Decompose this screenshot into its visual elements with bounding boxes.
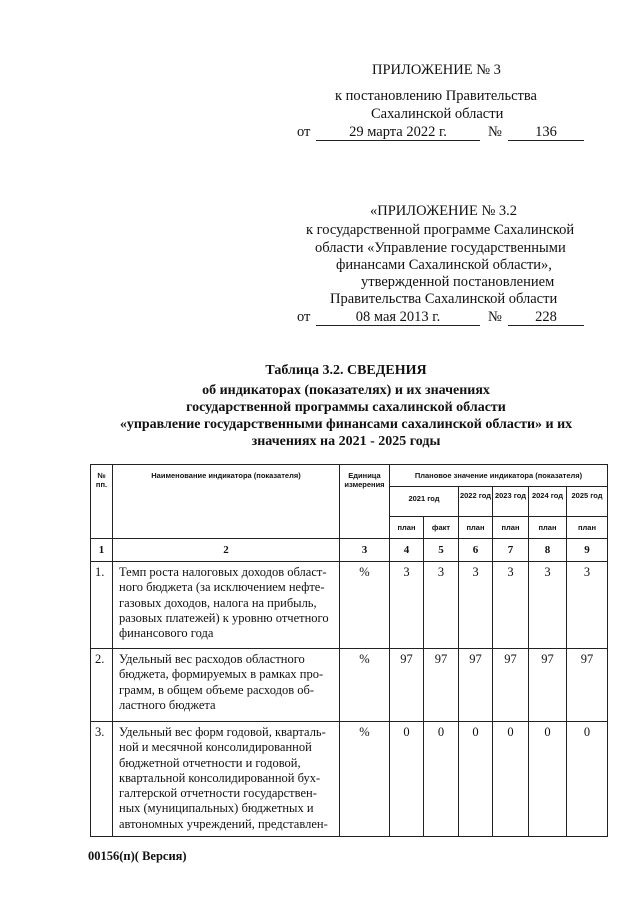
row-value: 0 — [567, 722, 608, 837]
row-value: 0 — [493, 722, 529, 837]
header-plan-group: Плановое значение индикатора (показателя) — [390, 465, 608, 487]
col-number-4: 4 — [390, 539, 424, 562]
col-number-6: 6 — [459, 539, 493, 562]
col-number-8: 8 — [529, 539, 567, 562]
appendix2-no-label: № — [488, 309, 502, 325]
appendix2-line3: финансами Сахалинской области», — [336, 257, 552, 273]
row-indicator-name: Темп роста налоговых доходов област- ного бюджета (за исключением нефте- газовых доходов, налога на прибыль, разовых платежей) к уровню отчетного финансового года — [113, 562, 340, 649]
header-plan-2024: план — [529, 517, 567, 539]
appendix-no-label: № — [488, 124, 502, 140]
header-plan-2022: план — [459, 517, 493, 539]
header-year-2024: 2024 год — [529, 487, 567, 517]
row-number: 1. — [91, 562, 113, 649]
heading-line3: государственной программы сахалинской области — [186, 400, 506, 415]
table-row — [91, 649, 608, 722]
row-value: 3 — [567, 562, 608, 649]
row-number: 2. — [91, 649, 113, 722]
heading-line1: Таблица 3.2. СВЕДЕНИЯ — [265, 363, 427, 378]
row-value: 97 — [390, 649, 424, 722]
row-value: 3 — [529, 562, 567, 649]
appendix-date: 29 марта 2022 г. — [349, 124, 447, 140]
appendix-title: ПРИЛОЖЕНИЕ № 3 — [372, 62, 501, 78]
header-plan-2025: план — [567, 517, 608, 539]
col-number-3: 3 — [340, 539, 390, 562]
col-number-9: 9 — [567, 539, 608, 562]
row-value: 97 — [529, 649, 567, 722]
header-num: № пп. — [91, 465, 113, 539]
appendix2-title: «ПРИЛОЖЕНИЕ № 3.2 — [370, 203, 518, 219]
header-name: Наименование индикатора (показателя) — [113, 465, 340, 539]
row-unit: % — [340, 562, 390, 649]
appendix-from-label: от — [297, 124, 311, 140]
col-number-7: 7 — [493, 539, 529, 562]
row-value: 97 — [493, 649, 529, 722]
appendix2-line5: Правительства Сахалинской области — [330, 291, 558, 307]
appendix2-line1: к государственной программе Сахалинской — [306, 222, 575, 238]
appendix2-from-label: от — [297, 309, 311, 325]
row-value: 0 — [390, 722, 424, 837]
row-unit: % — [340, 649, 390, 722]
row-indicator-name: Удельный вес расходов областного бюджета, формируемых в рамках про- грамм, в общем объеме расходов об- ластного бюджета — [113, 649, 340, 722]
appendix-line1: к постановлению Правительства — [335, 88, 537, 104]
row-value: 0 — [459, 722, 493, 837]
header-year-2022: 2022 год — [459, 487, 493, 517]
heading-line2: об индикаторах (показателях) и их значениях — [202, 383, 490, 398]
header-plan-2023: план — [493, 517, 529, 539]
appendix2-number: 228 — [535, 309, 557, 325]
table-heading — [60, 362, 631, 450]
header-year-2023: 2023 год — [493, 487, 529, 517]
header-unit: Единица измерения — [340, 465, 390, 539]
row-value: 97 — [424, 649, 459, 722]
header-year-2025: 2025 год — [567, 487, 608, 517]
appendix-number: 136 — [535, 124, 557, 140]
appendix-line2: Сахалинской области — [371, 106, 504, 122]
heading-line5: значениях на 2021 - 2025 годы — [251, 434, 441, 449]
row-value: 97 — [567, 649, 608, 722]
row-value: 0 — [529, 722, 567, 837]
row-value: 3 — [424, 562, 459, 649]
header-year-2021: 2021 год — [390, 487, 459, 517]
row-unit: % — [340, 722, 390, 837]
appendix2-line2: области «Управление государственными — [315, 240, 566, 256]
heading-line4: «управление государственными финансами сахалинской области» и их — [119, 417, 573, 432]
row-value: 0 — [424, 722, 459, 837]
indicators-table — [90, 464, 608, 837]
table-row — [91, 562, 608, 649]
row-value: 3 — [390, 562, 424, 649]
col-number-5: 5 — [424, 539, 459, 562]
header-plan-2021: план — [390, 517, 424, 539]
col-number-1: 1 — [91, 539, 113, 562]
table-row — [91, 722, 608, 837]
row-value: 97 — [459, 649, 493, 722]
row-value: 3 — [493, 562, 529, 649]
document-footer-code: 00156(п)( Версия) — [88, 849, 187, 863]
row-indicator-name: Удельный вес форм годовой, кварталь- ной и месячной консолидированной бюджетной отчетности и годовой, квартальной консолидированной бух- галтерской отчетности государствен- ных (муниципальных) бюджетных и автономных учреждений, представлен- — [113, 722, 340, 837]
header-fact-2021: факт — [424, 517, 459, 539]
appendix2-date: 08 мая 2013 г. — [355, 309, 441, 325]
col-number-2: 2 — [113, 539, 340, 562]
row-number: 3. — [91, 722, 113, 837]
row-value: 3 — [459, 562, 493, 649]
appendix2-line4: утвержденной постановлением — [361, 274, 555, 290]
